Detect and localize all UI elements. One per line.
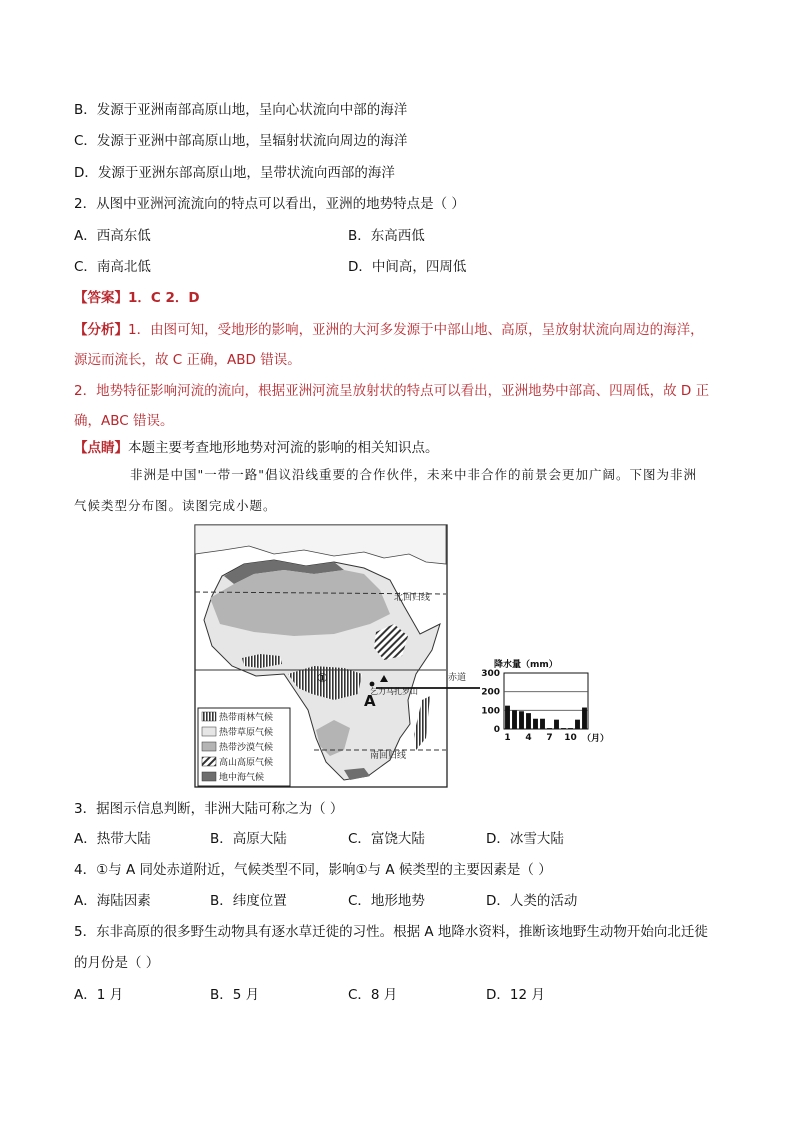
chart-bar-month-1: [505, 706, 510, 729]
legend-swatch-desert: [202, 742, 216, 751]
chart-bar-month-9: [561, 728, 566, 729]
q5-stem-line1: 5．东非高原的很多野生动物具有逐水草迁徙的习性。根据 A 地降水资料，推断该地野生动物开始向北迁徙: [74, 924, 708, 940]
chart-bar-month-8: [554, 720, 559, 729]
legend-label-mediterranean: 地中海气候: [219, 773, 265, 783]
q3-option-c: C．富饶大陆: [348, 831, 425, 847]
legend-swatch-savanna: [202, 727, 216, 736]
q3-option-b: B．高原大陆: [210, 831, 287, 847]
q4-option-b: B．纬度位置: [210, 893, 287, 909]
legend-swatch-highland: [202, 757, 216, 766]
chart-ytick-label: 0: [493, 725, 500, 735]
q5-stem-line2: 的月份是（ ）: [74, 955, 160, 971]
point-a-marker: [370, 682, 375, 687]
legend-swatch-mediterranean: [202, 772, 216, 781]
chart-ytick-label: 100: [481, 706, 500, 717]
comment-text: 本题主要考查地形地势对河流的影响的相关知识点。: [128, 440, 439, 456]
chart-ytick-label: 200: [481, 687, 500, 698]
comment-tag: 【点睛】: [74, 440, 128, 456]
q5-option-c: C．8 月: [348, 987, 398, 1003]
q4-option-a: A．海陆因素: [74, 893, 151, 909]
chart-ytick-label: 300: [481, 669, 500, 679]
south-tropic-label: 南回归线: [370, 751, 407, 761]
q2-option-c: C．南高北低: [74, 259, 151, 275]
chart-bar-month-4: [526, 713, 531, 729]
q4-stem: 4．①与 A 同处赤道附近，气候类型不同，影响①与 A 候类型的主要因素是（ ）: [74, 862, 552, 878]
legend-label-rainforest: 热带雨林气候: [219, 713, 274, 723]
q1-option-d: D．发源于亚洲东部高原山地，呈带状流向西部的海洋: [74, 165, 395, 181]
q5-option-b: B．5 月: [210, 987, 260, 1003]
comment-line: [74, 438, 439, 458]
analysis-p1-line2: 源远而流长，故 C 正确，ABD 错误。: [74, 352, 301, 368]
q3-stem: 3．据图示信息判断，非洲大陆可称之为（ ）: [74, 801, 344, 817]
legend-label-highland: 高山高原气候: [219, 758, 274, 768]
answer-tag: 【答案】: [74, 290, 128, 306]
north-tropic-label: 北回归线: [394, 593, 431, 603]
chart-bar-month-2: [512, 710, 517, 729]
chart-xtick-label: 4: [525, 733, 532, 743]
chart-bar-month-7: [547, 728, 552, 729]
point-a-label: A: [364, 692, 376, 710]
legend-label-desert: 热带沙漠气候: [219, 743, 274, 753]
legend-swatch-rainforest: [202, 712, 216, 721]
chart-xtick-label: 1: [504, 733, 511, 743]
q2-option-a: A．西高东低: [74, 228, 151, 244]
chart-xlabel: （月）: [582, 734, 610, 744]
chart-xtick-label: 10: [564, 733, 577, 743]
chart-bar-month-6: [540, 719, 545, 729]
chart-bar-month-5: [533, 719, 538, 729]
analysis-line-1: [74, 320, 704, 340]
q3-option-d: D．冰雪大陆: [486, 831, 564, 847]
analysis-p2-line1: 2．地势特征影响河流的流向，根据亚洲河流呈放射状的特点可以看出，亚洲地势中部高、四周低，故 D 正: [74, 383, 710, 399]
q5-option-a: A．1 月: [74, 987, 124, 1003]
legend-label-savanna: 热带草原气候: [219, 728, 274, 738]
q5-option-d: D．12 月: [486, 987, 545, 1003]
chart-bar-month-3: [519, 711, 524, 729]
answer-line: [74, 288, 200, 308]
mountain-label: 乞力马扎罗山: [370, 687, 418, 696]
q4-option-c: C．地形地势: [348, 893, 425, 909]
q2-stem: 2．从图中亚洲河流流向的特点可以看出，亚洲的地势特点是（ ）: [74, 196, 465, 212]
q2-option-d: D．中间高，四周低: [348, 259, 467, 275]
point-1-label: ①: [317, 671, 328, 685]
chart-bar-month-10: [568, 728, 573, 729]
q4-option-d: D．人类的活动: [486, 893, 578, 909]
intro-line-2: 气候类型分布图。读图完成小题。: [74, 498, 277, 513]
precipitation-chart: [470, 657, 616, 751]
q1-option-c: C．发源于亚洲中部高原山地，呈辐射状流向周边的海洋: [74, 133, 408, 149]
analysis-tag: 【分析】: [74, 322, 128, 338]
chart-bar-month-12: [582, 708, 587, 729]
intro-line-1: 非洲是中国"一带一路"倡议沿线重要的合作伙伴，未来中非合作的前景会更加广阔。下图为非洲: [130, 467, 698, 482]
chart-bar-month-11: [575, 720, 580, 729]
analysis-p1-line1: 1．由图可知，受地形的影响，亚洲的大河多发源于中部山地、高原，呈放射状流向周边的海洋，: [128, 322, 704, 338]
q2-option-b: B．东高西低: [348, 228, 425, 244]
analysis-p2-line2: 确，ABC 错误。: [74, 413, 174, 429]
q1-option-b: B．发源于亚洲南部高原山地，呈向心状流向中部的海洋: [74, 102, 408, 118]
answer-text: 1．C 2．D: [128, 290, 200, 306]
chart-xtick-label: 7: [546, 733, 553, 743]
chart-ylabel: 降水量（mm）: [494, 660, 558, 670]
q3-option-a: A．热带大陆: [74, 831, 151, 847]
equator-label: 赤道: [448, 673, 467, 683]
